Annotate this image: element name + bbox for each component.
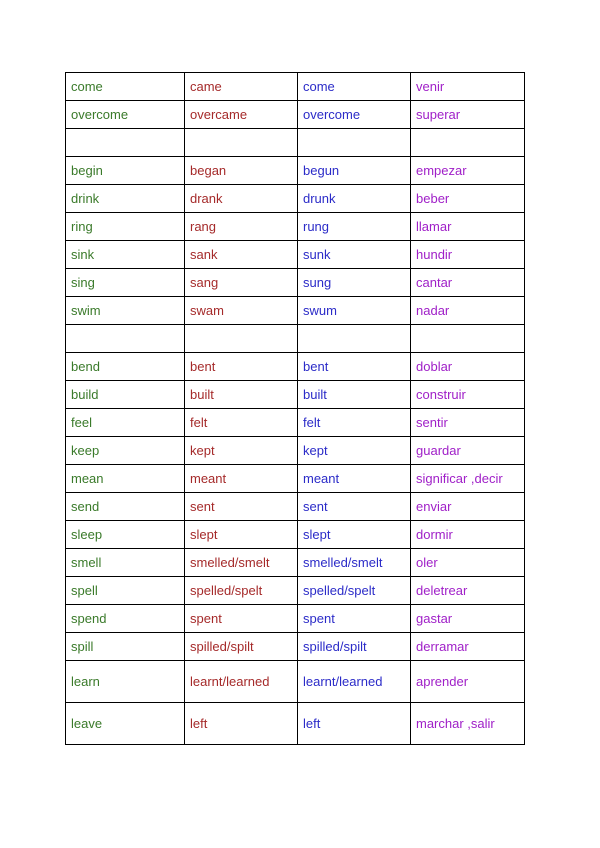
base-form-cell: sink bbox=[66, 241, 185, 269]
past-simple-cell: began bbox=[185, 157, 298, 185]
irregular-verbs-table bbox=[65, 72, 525, 745]
past-simple-cell: came bbox=[185, 73, 298, 101]
table-row bbox=[66, 381, 525, 409]
spanish-translation-cell: llamar bbox=[411, 213, 525, 241]
past-simple-cell: swam bbox=[185, 297, 298, 325]
past-simple-cell: drank bbox=[185, 185, 298, 213]
past-simple-cell: sank bbox=[185, 241, 298, 269]
base-form-cell: mean bbox=[66, 465, 185, 493]
past-simple-cell: sang bbox=[185, 269, 298, 297]
spanish-translation-cell: deletrear bbox=[411, 577, 525, 605]
past-participle-cell: learnt/learned bbox=[298, 661, 411, 703]
spanish-translation-cell: enviar bbox=[411, 493, 525, 521]
base-form-cell: send bbox=[66, 493, 185, 521]
base-form-cell bbox=[66, 325, 185, 353]
table-row bbox=[66, 465, 525, 493]
table-row bbox=[66, 703, 525, 745]
past-participle-cell: slept bbox=[298, 521, 411, 549]
table-row bbox=[66, 353, 525, 381]
base-form-cell: sleep bbox=[66, 521, 185, 549]
base-form-cell: leave bbox=[66, 703, 185, 745]
base-form-cell: feel bbox=[66, 409, 185, 437]
base-form-cell: keep bbox=[66, 437, 185, 465]
past-participle-cell: drunk bbox=[298, 185, 411, 213]
spanish-translation-cell: marchar ,salir bbox=[411, 703, 525, 745]
past-participle-cell: spent bbox=[298, 605, 411, 633]
table-row bbox=[66, 437, 525, 465]
past-participle-cell: sent bbox=[298, 493, 411, 521]
past-simple-cell: slept bbox=[185, 521, 298, 549]
base-form-cell: spell bbox=[66, 577, 185, 605]
base-form-cell: swim bbox=[66, 297, 185, 325]
past-participle-cell: meant bbox=[298, 465, 411, 493]
past-simple-cell: built bbox=[185, 381, 298, 409]
table-row bbox=[66, 633, 525, 661]
past-participle-cell: swum bbox=[298, 297, 411, 325]
past-participle-cell: bent bbox=[298, 353, 411, 381]
past-participle-cell: rung bbox=[298, 213, 411, 241]
past-participle-cell: sung bbox=[298, 269, 411, 297]
past-simple-cell: spent bbox=[185, 605, 298, 633]
spanish-translation-cell: derramar bbox=[411, 633, 525, 661]
table-row bbox=[66, 185, 525, 213]
spanish-translation-cell: sentir bbox=[411, 409, 525, 437]
base-form-cell: learn bbox=[66, 661, 185, 703]
spanish-translation-cell: hundir bbox=[411, 241, 525, 269]
past-simple-cell: overcame bbox=[185, 101, 298, 129]
table-row bbox=[66, 241, 525, 269]
past-participle-cell bbox=[298, 325, 411, 353]
spanish-translation-cell bbox=[411, 325, 525, 353]
spanish-translation-cell: significar ,decir bbox=[411, 465, 525, 493]
base-form-cell: bend bbox=[66, 353, 185, 381]
past-participle-cell: sunk bbox=[298, 241, 411, 269]
spanish-translation-cell: doblar bbox=[411, 353, 525, 381]
table-row bbox=[66, 269, 525, 297]
base-form-cell: sing bbox=[66, 269, 185, 297]
base-form-cell: begin bbox=[66, 157, 185, 185]
base-form-cell: ring bbox=[66, 213, 185, 241]
spanish-translation-cell: gastar bbox=[411, 605, 525, 633]
spanish-translation-cell: nadar bbox=[411, 297, 525, 325]
table-row bbox=[66, 297, 525, 325]
table-row bbox=[66, 661, 525, 703]
spanish-translation-cell: dormir bbox=[411, 521, 525, 549]
spanish-translation-cell: guardar bbox=[411, 437, 525, 465]
base-form-cell: build bbox=[66, 381, 185, 409]
past-participle-cell: spelled/spelt bbox=[298, 577, 411, 605]
past-simple-cell: felt bbox=[185, 409, 298, 437]
past-simple-cell: sent bbox=[185, 493, 298, 521]
base-form-cell: overcome bbox=[66, 101, 185, 129]
past-simple-cell bbox=[185, 129, 298, 157]
spanish-translation-cell: oler bbox=[411, 549, 525, 577]
table-row bbox=[66, 521, 525, 549]
base-form-cell: spend bbox=[66, 605, 185, 633]
past-simple-cell: smelled/smelt bbox=[185, 549, 298, 577]
past-simple-cell: learnt/learned bbox=[185, 661, 298, 703]
table-row bbox=[66, 213, 525, 241]
past-participle-cell: kept bbox=[298, 437, 411, 465]
past-simple-cell: bent bbox=[185, 353, 298, 381]
past-participle-cell: smelled/smelt bbox=[298, 549, 411, 577]
past-participle-cell: felt bbox=[298, 409, 411, 437]
past-participle-cell: spilled/spilt bbox=[298, 633, 411, 661]
spanish-translation-cell: construir bbox=[411, 381, 525, 409]
spanish-translation-cell bbox=[411, 129, 525, 157]
table-row bbox=[66, 549, 525, 577]
separator-row bbox=[66, 129, 525, 157]
spanish-translation-cell: aprender bbox=[411, 661, 525, 703]
base-form-cell: smell bbox=[66, 549, 185, 577]
past-participle-cell: overcome bbox=[298, 101, 411, 129]
past-simple-cell: kept bbox=[185, 437, 298, 465]
past-participle-cell: left bbox=[298, 703, 411, 745]
past-simple-cell: rang bbox=[185, 213, 298, 241]
past-simple-cell: spelled/spelt bbox=[185, 577, 298, 605]
table-body bbox=[66, 73, 525, 745]
base-form-cell: drink bbox=[66, 185, 185, 213]
spanish-translation-cell: superar bbox=[411, 101, 525, 129]
past-participle-cell: begun bbox=[298, 157, 411, 185]
base-form-cell: come bbox=[66, 73, 185, 101]
past-participle-cell: built bbox=[298, 381, 411, 409]
table-row bbox=[66, 157, 525, 185]
separator-row bbox=[66, 325, 525, 353]
spanish-translation-cell: empezar bbox=[411, 157, 525, 185]
table-row bbox=[66, 101, 525, 129]
table-row bbox=[66, 605, 525, 633]
spanish-translation-cell: cantar bbox=[411, 269, 525, 297]
past-simple-cell: left bbox=[185, 703, 298, 745]
past-simple-cell: spilled/spilt bbox=[185, 633, 298, 661]
table-row bbox=[66, 409, 525, 437]
past-simple-cell bbox=[185, 325, 298, 353]
base-form-cell: spill bbox=[66, 633, 185, 661]
past-participle-cell: come bbox=[298, 73, 411, 101]
table-row bbox=[66, 577, 525, 605]
table-row bbox=[66, 73, 525, 101]
base-form-cell bbox=[66, 129, 185, 157]
table-row bbox=[66, 493, 525, 521]
past-simple-cell: meant bbox=[185, 465, 298, 493]
spanish-translation-cell: beber bbox=[411, 185, 525, 213]
spanish-translation-cell: venir bbox=[411, 73, 525, 101]
past-participle-cell bbox=[298, 129, 411, 157]
